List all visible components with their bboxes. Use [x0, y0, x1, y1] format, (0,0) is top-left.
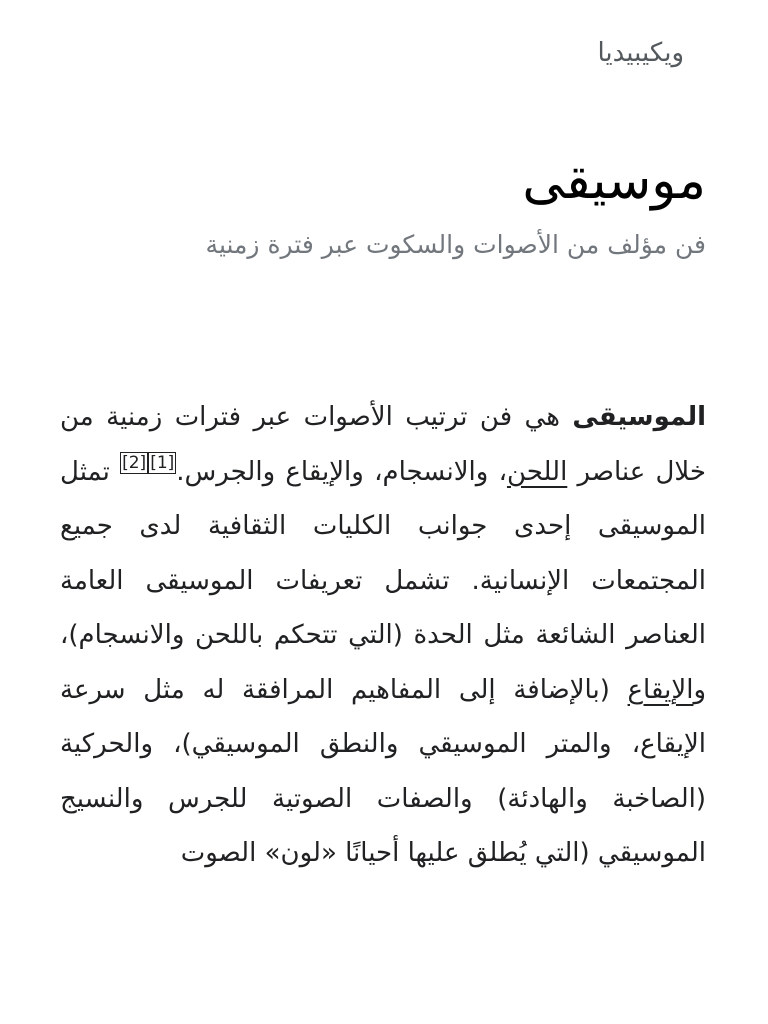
link-rhythm[interactable]: الإيقاع [627, 674, 694, 705]
page-title: موسيقى [522, 151, 706, 211]
link-melody[interactable]: اللحن [506, 456, 568, 487]
paragraph-text: هي فن ترتيب الأصوات عبر فترات زمنية من خلال عناصر [60, 402, 706, 487]
page-subtitle: فن مؤلف من الأصوات والسكوت عبر فترة زمنية [205, 230, 706, 259]
article-paragraph [60, 390, 706, 881]
lead-term: الموسيقى [572, 402, 706, 432]
paragraph-text: تمثل الموسيقى إحدى جوانب الكليات الثقافية لدى جميع المجتمعات الإنسانية. تشمل تعريفات الموسيقى العامة العناصر الشائعة مثل الحدة (التي تتحكم باللحن والانسجام)، و [60, 456, 706, 705]
reference-2[interactable] [120, 452, 148, 474]
paragraph-text: (بالإضافة إلى المفاهيم المرافقة له مثل سرعة الإيقاع، والمتر الموسيقي والنطق الموسيقي)، والحركية (الصاخبة والهادئة) والصفات الصوتية للجرس والنسيج الموسيقي (التي يُطلق عليها أحيانًا «لون» الصوت [60, 674, 706, 868]
site-name[interactable]: ويكيبيديا [597, 38, 684, 68]
reference-1[interactable] [148, 452, 176, 474]
paragraph-text: ، والانسجام، والإيقاع والجرس. [176, 456, 507, 487]
reference-1-link[interactable]: [1] [150, 452, 175, 473]
reference-2-link[interactable]: [2] [122, 452, 147, 473]
